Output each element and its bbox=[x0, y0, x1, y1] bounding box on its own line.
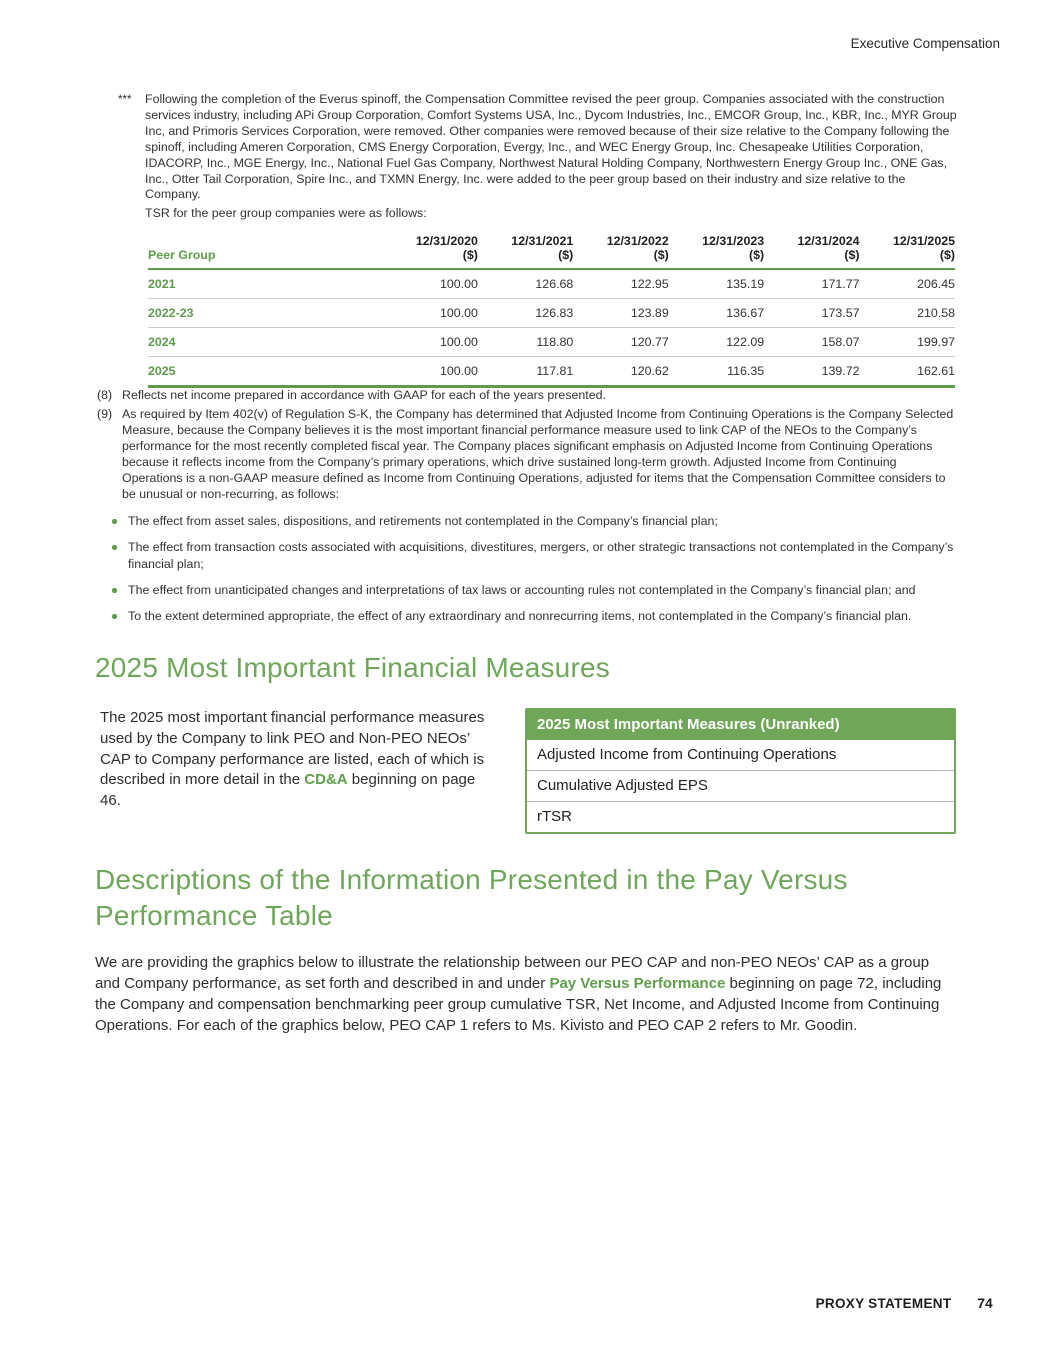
table-cell: 126.68 bbox=[478, 269, 573, 299]
list-item bbox=[112, 608, 957, 625]
table-cell: 100.00 bbox=[383, 269, 478, 299]
table-cell: 118.80 bbox=[478, 328, 573, 357]
descriptions-paragraph bbox=[95, 952, 953, 1036]
bullet-text: The effect from unanticipated changes and interpretations of tax laws or accounting rules not contemplated in the Company’s financial plan; and bbox=[128, 583, 916, 597]
column-date: 12/31/2020 bbox=[415, 234, 478, 248]
bullet-text: The effect from asset sales, dispositions, and retirements not contemplated in the Company’s financial plan; bbox=[128, 514, 718, 528]
table-cell: 135.19 bbox=[669, 269, 764, 299]
table-row bbox=[148, 357, 955, 387]
measures-paragraph bbox=[100, 708, 485, 834]
measures-section bbox=[100, 708, 956, 834]
paragraph-text: The 2025 most important financial performance measures used by the Company to link PEO and Non-PEO NEOs’ CAP to Company performance are listed, each of which is described in more detail in the bbox=[100, 709, 485, 789]
table-cell: 120.77 bbox=[573, 328, 668, 357]
row-label: 2025 bbox=[148, 357, 383, 387]
bullet-icon bbox=[112, 519, 117, 524]
bullet-icon bbox=[112, 545, 117, 550]
measures-table-row: rTSR bbox=[537, 808, 572, 825]
paragraph-text: beginning on page 72, including the Company and compensation benchmarking peer group cumulative TSR, Net Income, and Adjusted Income from Continuing Operations. For each of the graphics below, PEO CAP 1 refers to Ms. Kivisto and PEO CAP 2 refers to Mr. Goodin. bbox=[95, 975, 942, 1034]
page-number: 74 bbox=[977, 1296, 993, 1311]
table-cell: 210.58 bbox=[860, 299, 955, 328]
cda-link[interactable]: CD&A bbox=[304, 771, 348, 789]
running-header: Executive Compensation bbox=[850, 36, 1000, 51]
footnote-text: Reflects net income prepared in accordance with GAAP for each of the years presented. bbox=[122, 388, 606, 402]
table-cell: 173.57 bbox=[764, 299, 859, 328]
table-row bbox=[148, 328, 955, 357]
list-item bbox=[112, 539, 957, 573]
page-footer bbox=[816, 1296, 993, 1311]
table-cell: 116.35 bbox=[669, 357, 764, 387]
column-unit: ($) bbox=[844, 248, 860, 262]
column-date: 12/31/2024 bbox=[797, 234, 860, 248]
table-cell: 158.07 bbox=[764, 328, 859, 357]
column-unit: ($) bbox=[939, 248, 955, 262]
column-date: 12/31/2022 bbox=[606, 234, 669, 248]
table-cell: 100.00 bbox=[383, 328, 478, 357]
table-cell: 136.67 bbox=[669, 299, 764, 328]
table-header-row bbox=[148, 234, 955, 269]
column-header-2024 bbox=[764, 234, 859, 269]
table-cell: 123.89 bbox=[573, 299, 668, 328]
footnote-marker: (9) bbox=[97, 407, 113, 421]
row-label: 2022-23 bbox=[148, 299, 383, 328]
bullet-text: The effect from transaction costs associated with acquisitions, divestitures, mergers, or other strategic transactions not contemplated in the Company’s financial plan; bbox=[128, 540, 954, 571]
footnote-marker: (8) bbox=[97, 388, 113, 402]
table-cell: 126.83 bbox=[478, 299, 573, 328]
section-heading-descriptions: Descriptions of the Information Presented in the Pay Versus Performance Table bbox=[95, 864, 848, 931]
measures-table-header: 2025 Most Important Measures (Unranked) bbox=[527, 710, 954, 740]
table-cell: 122.09 bbox=[669, 328, 764, 357]
table-cell: 120.62 bbox=[573, 357, 668, 387]
table-cell: 171.77 bbox=[764, 269, 859, 299]
column-unit: ($) bbox=[653, 248, 669, 262]
column-header-2020 bbox=[383, 234, 478, 269]
bullet-text: To the extent determined appropriate, the effect of any extraordinary and nonrecurring items, not contemplated in the Company’s financial plan. bbox=[128, 609, 912, 623]
column-date: 12/31/2025 bbox=[892, 234, 955, 248]
measures-table-row: Adjusted Income from Continuing Operations bbox=[527, 740, 954, 771]
list-item bbox=[112, 513, 957, 530]
column-unit: ($) bbox=[748, 248, 765, 262]
table-cell: 162.61 bbox=[860, 357, 955, 387]
footnote-text: As required by Item 402(v) of Regulation S-K, the Company has determined that Adjusted Income from Continuing Operations is the Company Selected Measure, because the Company believes it is the most important financial performance measure used to link CAP of the NEOs to the Company’s performance for the most recently completed fiscal year. The Company places significant emphasis on Adjusted Income from Continuing Operations because it reflects income from the Company’s primary operations, which drive sustained long-term growth. Adjusted Income from Continuing Operations is a non-GAAP measure defined as Income from Continuing Operations, adjusted for items that the Compensation Committee considers to be unusual or non-recurring, as follows: bbox=[122, 407, 954, 501]
peer-group-table bbox=[148, 234, 955, 388]
table-cell: 117.81 bbox=[478, 357, 573, 387]
footnote-8 bbox=[97, 388, 957, 404]
footnote-9 bbox=[97, 407, 957, 502]
pay-versus-performance-link[interactable]: Pay Versus Performance bbox=[549, 975, 726, 992]
column-header-2022 bbox=[573, 234, 668, 269]
column-header-2023 bbox=[669, 234, 764, 269]
column-unit: ($) bbox=[558, 248, 574, 262]
bullet-icon bbox=[112, 588, 117, 593]
table-row bbox=[148, 299, 955, 328]
footnote-triple-star bbox=[118, 92, 958, 203]
paragraph-text: beginning on page 46. bbox=[100, 771, 476, 810]
section-heading-financial-measures: 2025 Most Important Financial Measures bbox=[95, 652, 610, 683]
table-cell: 100.00 bbox=[383, 357, 478, 387]
paragraph-text: We are providing the graphics below to illustrate the relationship between our PEO CAP and non-PEO NEOs’ CAP as a group and Company performance, as set forth and described in and under bbox=[95, 954, 930, 992]
column-header-peer-group: Peer Group bbox=[148, 234, 383, 269]
table-cell: 206.45 bbox=[860, 269, 955, 299]
tsr-intro-text: TSR for the peer group companies were as follows: bbox=[145, 206, 427, 220]
column-header-2021 bbox=[478, 234, 573, 269]
footnote-marker: *** bbox=[118, 94, 132, 106]
measures-table-row: Cumulative Adjusted EPS bbox=[527, 771, 954, 802]
row-label: 2024 bbox=[148, 328, 383, 357]
table-row bbox=[148, 269, 955, 299]
table-cell: 100.00 bbox=[383, 299, 478, 328]
table-cell: 199.97 bbox=[860, 328, 955, 357]
column-unit: ($) bbox=[462, 248, 478, 262]
adjustment-bullet-list bbox=[112, 513, 957, 634]
table-cell: 122.95 bbox=[573, 269, 668, 299]
footer-label: PROXY STATEMENT bbox=[815, 1296, 952, 1311]
measures-table-container bbox=[525, 708, 956, 834]
bullet-icon bbox=[112, 614, 117, 619]
column-header-2025 bbox=[860, 234, 955, 269]
table-cell: 139.72 bbox=[764, 357, 859, 387]
footnote-text: Following the completion of the Everus spinoff, the Compensation Committee revised the peer group. Companies associated with the construction services industry, including APi Group Corporation, Comfort Systems USA, Inc., Dycom Industries, Inc., EMCOR Group, Inc., KBR, Inc., MYR Group Inc, and Primoris Services Corporation, were removed. Other companies were removed because of their size relative to the Company following the spinoff, including Ameren Corporation, CMS Energy Corporation, Evergy, Inc., and WEC Energy Group, Inc. Chesapeake Utilities Corporation, IDACORP, Inc., MGE Energy, Inc., National Fuel Gas Company, Northwest Natural Holding Company, Northwestern Energy Group Inc., ONE Gas, Inc., Otter Tail Corporation, Spire Inc., and TXMN Energy, Inc. were added to the peer group based on their industry and size relative to the Company. bbox=[145, 92, 957, 202]
measures-table bbox=[525, 708, 956, 834]
column-date: 12/31/2023 bbox=[702, 234, 765, 248]
list-item bbox=[112, 582, 957, 599]
row-label: 2021 bbox=[148, 269, 383, 299]
column-date: 12/31/2021 bbox=[511, 234, 574, 248]
